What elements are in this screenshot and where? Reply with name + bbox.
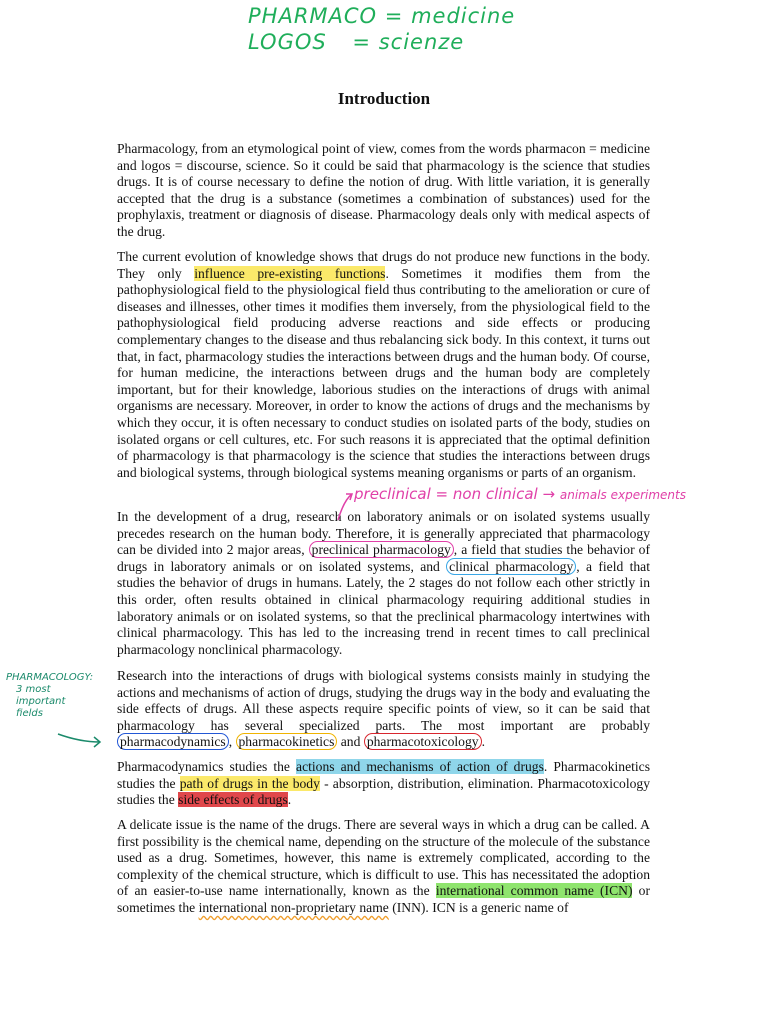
paragraph-3 [117,509,650,658]
circled-pharmacokinetics: pharmacokinetics [236,733,338,750]
handwritten-side-note [6,672,98,720]
highlight-yellow: path of drugs in the body [179,775,320,791]
text-run: . [287,792,292,808]
text-run: , a field that studies the behavior of drugs in laboratory animals or on isolated systems, and [117,542,650,574]
highlight-blue: actions and mechanisms of action of drugs [296,759,544,774]
circled-preclinical-pharmacology: preclinical pharmacology [309,541,454,558]
text-run: Research into the interactions of drugs with biological systems consists mainly in studying the actions and mechanisms of action of drugs, studying the drugs way in the body and evaluating the side effects of drugs. All these aspects require specific points of view, so it can be said that pharmacology has several specialized parts. The most important are probably [117,668,650,733]
paragraph-1: Pharmacology, from an etymological point of view, comes from the words pharmacon = medicine and logos = discourse, science. So it could be said that pharmacology is the science that studies drugs. It is of course necessary to define the notion of drug. With little variation, it is generally accepted that the drug is a substance (sometimes a combination of substances) used for the prophylaxis, treatment or diagnosis of disease. Pharmacology deals only with medical aspects of the drug. [117,141,650,239]
note-sub: 3 most important fields [16,684,66,719]
paragraph-2 [117,249,650,481]
paragraph-5 [117,759,650,809]
text-run: . Sometimes it modifies them from the pathophysiological field to the physiological field thus contributing to the amelioration or cure of diseases and illnesses, other times it modifies them inversely, from the physiological field to the pathophysiological field producing adverse reactions and side effects or producing complementary changes to the disease and thus rebalancing sick body. In this context, it turns out that, in fact, pharmacology studies the interactions between drugs and the human body. Of course, for human medicine, the interactions between drugs and the human body are completely important, but for their knowledge, laborious studies on the interactions of drugs with animal organisms are necessary. Moreover, in order to know the actions of drugs and the mechanisms by which they occur, it is often necessary to conduct studies on isolated parts of the body, studies on isolated organs or cell cultures, etc. For such reasons it is appreciated that the optimal definition of pharmacology is that pharmacology is the science that studies the interactions between drugs and biological systems, through biological systems meaning organisms or parts of an organism. [117,265,651,480]
note-equals: = [384,4,404,28]
text-run: Pharmacodynamics studies the [117,759,297,774]
note-text: preclinical = non clinical [354,485,538,503]
text-run: and [337,734,364,750]
text-run: (INN). ICN is a generic name of [388,899,569,915]
text-run: A delicate issue is the name of the drugs. There are several ways in which a drug can be called. A first possibility is the chemical name, depending on the structure of the molecule of the substance used as a drug. Sometimes, however, this name is extremely complicated, according to the complexity of the chemical structure, which is difficult to use. This has necessitated the adoption of an easier-to-use name internationally, known as the [117,817,650,899]
text-run: or sometimes the [117,883,650,915]
note-label: PHARMACOLOGY: [6,672,94,683]
highlight-red: side effects of drugs [178,792,288,808]
highlight-green: international common name (ICN) [435,883,633,899]
wavy-underline: international non-proprietary name [198,899,389,915]
note-word: LOGOS [248,30,327,54]
text-run: , [228,734,236,750]
paragraph-6 [117,817,650,917]
circled-pharmacodynamics: pharmacodynamics [117,733,229,750]
teal-arrow-icon [58,734,100,747]
note-text: animals experiments [559,488,686,502]
note-equals: = [352,30,372,54]
text-run: . [481,734,485,750]
arrow-right-icon: → [542,485,556,503]
text-run: . Pharmacokinetics studies the [117,759,650,791]
note-meaning: medicine [411,4,516,28]
handwritten-note-logos [248,30,464,54]
note-meaning: scienze [378,30,465,54]
paragraph-4 [117,668,650,751]
handwritten-note-pharmaco [248,4,515,28]
text-run: In the development of a drug, research on laboratory animals or on isolated systems usually precedes research on the human body. Therefore, it is generally appreciated that pharmacology can be divided into 2 major areas, [117,509,650,558]
text-run: The current evolution of knowledge shows that drugs do not produce new functions in the body. They only [117,249,650,281]
note-word: PHARMACO [248,4,378,28]
highlight-yellow: influence pre-existing functions [194,265,386,281]
text-run: , a field that studies the behavior of drugs in humans. Lately, the 2 stages do not follow each other strictly in this order, often results obtained in clinical pharmacology requiring additional studies in laboratory animals or on isolated systems, so that the preclinical pharmacology intertwines with clinical pharmacology. This has led to the increasing trend in recent times to call preclinical pharmacology nonclinical pharmacology. [117,558,650,657]
circled-clinical-pharmacology: clinical pharmacology [446,558,576,575]
circled-pharmacotoxicology: pharmacotoxicology [364,733,482,750]
handwritten-note-preclinical [354,485,686,503]
page-title: Introduction [337,89,431,108]
text-run: - absorption, distribution, elimination. Pharmacotoxicology studies the [117,775,650,808]
